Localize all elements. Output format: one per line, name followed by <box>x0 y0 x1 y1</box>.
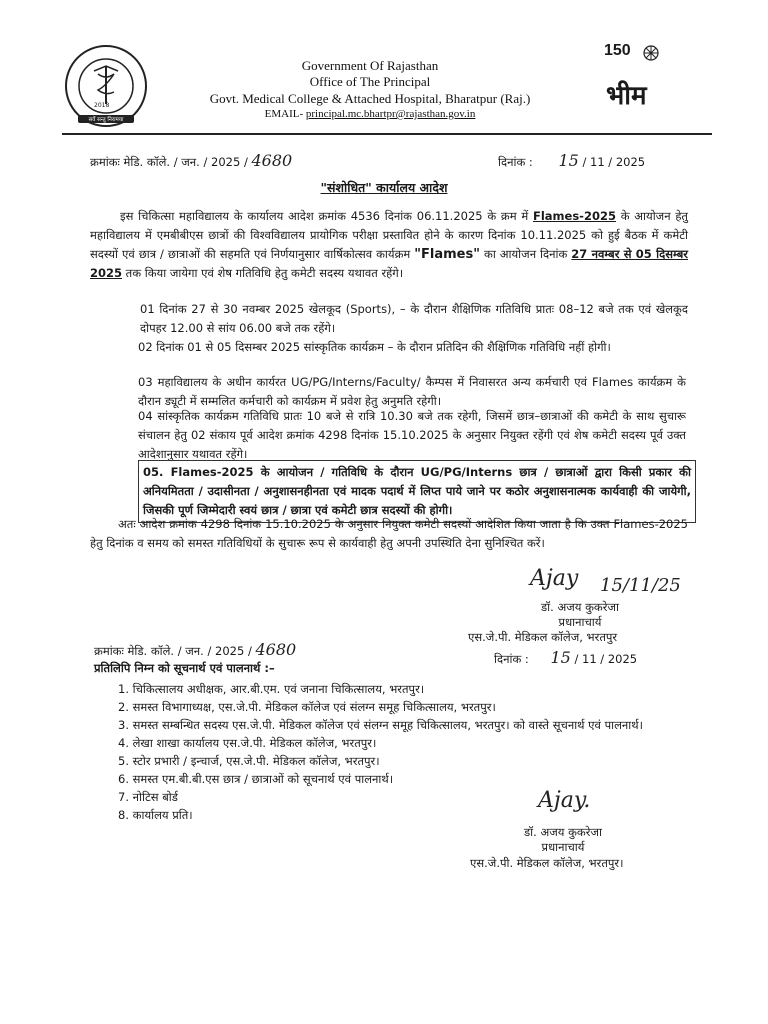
event-quoted: "Flames" <box>414 247 481 262</box>
order-date-day: 15 <box>558 151 579 170</box>
order-ref-number: 4680 <box>251 151 293 170</box>
signature-2: Ajay. <box>538 788 591 813</box>
copy-ref: क्रमांकः मेडि. कॉले. / जन. / 2025 / <box>94 644 252 658</box>
list-item: 5. स्टोर प्रभारी / इन्चार्ज, एस.जे.पी. मेडिकल कॉलेज, भरतपुर। <box>118 754 380 768</box>
event-dates: 27 नवम्बर से 05 दिसम्बर 2025 <box>90 247 688 280</box>
office-title: Office of The Principal <box>309 74 431 89</box>
item-5: 05. Flames-2025 के आयोजन / गतिविधि के दौरान UG/PG/Interns छात्र / छात्राओं द्वारा किसी प्रकार की अनियमितता / उदासीनता / अनुशासनहीनता एवं मादक पदार्थ में लिप्त पाये जाने पर कठोर अनुशासनात्मक कार्यवाही की जायेगी, जिसकी पूर्ण जिम्मेदारी स्वयं छात्र / छात्रा एवं कमेटी छात्र सदस्यों की होगी। <box>138 460 696 523</box>
list-item: 2. समस्त विभागाध्यक्ष, एस.जे.पी. मेडिकल कॉलेज एवं संलग्न समूह चिकित्सालय, भरतपुर। <box>118 700 496 714</box>
copy-heading: प्रतिलिपि निम्न को सूचनार्थ एवं पालनार्थ :– <box>94 661 275 675</box>
logo-number: 150 <box>604 42 631 59</box>
item-3: 03 महाविद्यालय के अधीन कार्यरत UG/PG/Interns/Faculty/ कैम्पस में निवासरत अन्य कर्मचारी एवं Flames कार्यक्रम के दौरान ड्यूटी में सम्मलित कर्मचारी को कार्यक्रम में प्रवेश हेतु अनुमति रहेगी। <box>138 375 686 408</box>
seal-year: 2018 <box>94 102 110 109</box>
header-divider <box>62 133 712 135</box>
signatory-2-designation: प्रधानाचार्य <box>541 840 585 854</box>
copy-date-day: 15 <box>550 648 571 667</box>
order-date-label: दिनांक : <box>498 155 533 169</box>
item-2: 02 दिनांक 01 से 05 दिसम्बर 2025 सांस्कृतिक कार्यक्रम – के दौरान प्रतिदिन की शैक्षिणिक गतिविधि नहीं होगी। <box>138 340 611 354</box>
signatory-2-org: एस.जे.पी. मेडिकल कॉलेज, भरतपुर। <box>470 856 624 870</box>
order-ref: क्रमांकः मेडि. कॉले. / जन. / 2025 / <box>90 155 248 169</box>
signature-1-date: 15/11/25 <box>600 575 681 596</box>
college-seal-logo <box>64 44 148 128</box>
signatory-1-name: डॉ. अजय कुकरेजा <box>541 600 619 614</box>
intro-paragraph: इस चिकित्सा महाविद्यालय के कार्यालय आदेश क्रमांक 4536 दिनांक 06.11.2025 के क्रम में Flames-2025 के आयोजन हेतु महाविद्यालय में एमबीबीएस छात्रों की विश्वविद्यालय प्रायोगिक परीक्षा प्रस्तावित होने के कारण दिनांक 10.11.2025 को हुई बैठक में कमेटी सदस्यों एवं छात्र / छात्राओं की सहमति एवं निर्णयानुसार वार्षिकोत्सव कार्यक्रम "Flames" का आयोजन दिनांक 27 नवम्बर से 05 दिसम्बर 2025 तक किया जायेगा एवं शेष गतिविधि हेतु कमेटी सदस्य यथावत रहेंगे। <box>90 209 688 280</box>
copy-date-label: दिनांक : <box>494 652 529 666</box>
copy-ref-number: 4680 <box>255 640 297 659</box>
signatory-1-designation: प्रधानाचार्य <box>558 615 602 629</box>
chakra-icon <box>642 44 660 62</box>
signatory-2-name: डॉ. अजय कुकरेजा <box>524 825 602 839</box>
list-item: 1. चिकित्सालय अधीक्षक, आर.बी.एम. एवं जनाना चिकित्सालय, भरतपुर। <box>118 682 425 696</box>
list-item: 3. समस्त सम्बन्धित सदस्य एस.जे.पी. मेडिकल कॉलेज एवं संलग्न समूह चिकित्सालय, भरतपुर। को वास्ते सूचनार्थ एवं पालनार्थ। <box>118 718 643 732</box>
item-1: 01 दिनांक 27 से 30 नवम्बर 2025 खेलकूद (Sports), – के दौरान शैक्षिणिक गतिविधि प्रातः 08–12 बजे तक एवं खेलकूद दोपहर 12.00 से सांय 06.00 बजे तक रहेंगे। <box>140 302 688 335</box>
list-item: 8. कार्यालय प्रति। <box>118 808 193 822</box>
order-title: "संशोधित" कार्यालय आदेश <box>320 180 448 195</box>
list-item: 4. लेखा शाखा कार्यालय एस.जे.पी. मेडिकल कॉलेज, भरतपुर। <box>118 736 377 750</box>
govt-title: Government Of Rajasthan <box>301 58 439 73</box>
order-date-rest: / 11 / 2025 <box>582 155 646 169</box>
email-link[interactable]: principal.mc.bhartpr@rajasthan.gov.in <box>305 108 476 120</box>
closing-paragraph: अतः आदेश क्रमांक 4298 दिनांक 15.10.2025 के अनुसार नियुक्त कमेटी सदस्यों आदेशित किया जाता है कि उक्त Flames-2025 हेतु दिनांक व समय को समस्त गतिविधियों के सुचारू रूप से कार्यवाही हेतु अपनी उपस्थिति देना सुनिश्चित करें। <box>90 517 688 550</box>
email-label: EMAIL- <box>264 108 306 120</box>
list-item: 7. नोटिस बोर्ड <box>118 790 178 804</box>
copy-date-rest: / 11 / 2025 <box>574 652 638 666</box>
logo-text: भीम <box>606 81 647 111</box>
event-name: Flames-2025 <box>532 209 616 223</box>
college-title: Govt. Medical College & Attached Hospital, Bharatpur (Raj.) <box>209 91 531 106</box>
item-4: 04 सांस्कृतिक कार्यक्रम गतिविधि प्रातः 10 बजे से रात्रि 10.30 बजे तक रहेगी, जिसमें छात्र–छात्राओं की कमेटी के साथ सुचारू संचालन हेतु 02 संकाय पूर्व आदेश क्रमांक 4298 दिनांक 15.10.2025 के अनुसार नियुक्त रहेंगी एवं शेष कमेटी सदस्य पूर्व उक्त आदेशानुसार यथावत रहेंगे। <box>138 409 686 461</box>
seal-motto: सर्वे सन्तु निरामया <box>78 115 134 123</box>
list-item: 6. समस्त एम.बी.बी.एस छात्र / छात्राओं को सूचनार्थ एवं पालनार्थ। <box>118 772 394 786</box>
signatory-1-org: एस.जे.पी. मेडिकल कॉलेज, भरतपुर <box>468 630 618 644</box>
signature-1: Ajay <box>530 566 579 591</box>
bhim-logo <box>596 40 676 126</box>
